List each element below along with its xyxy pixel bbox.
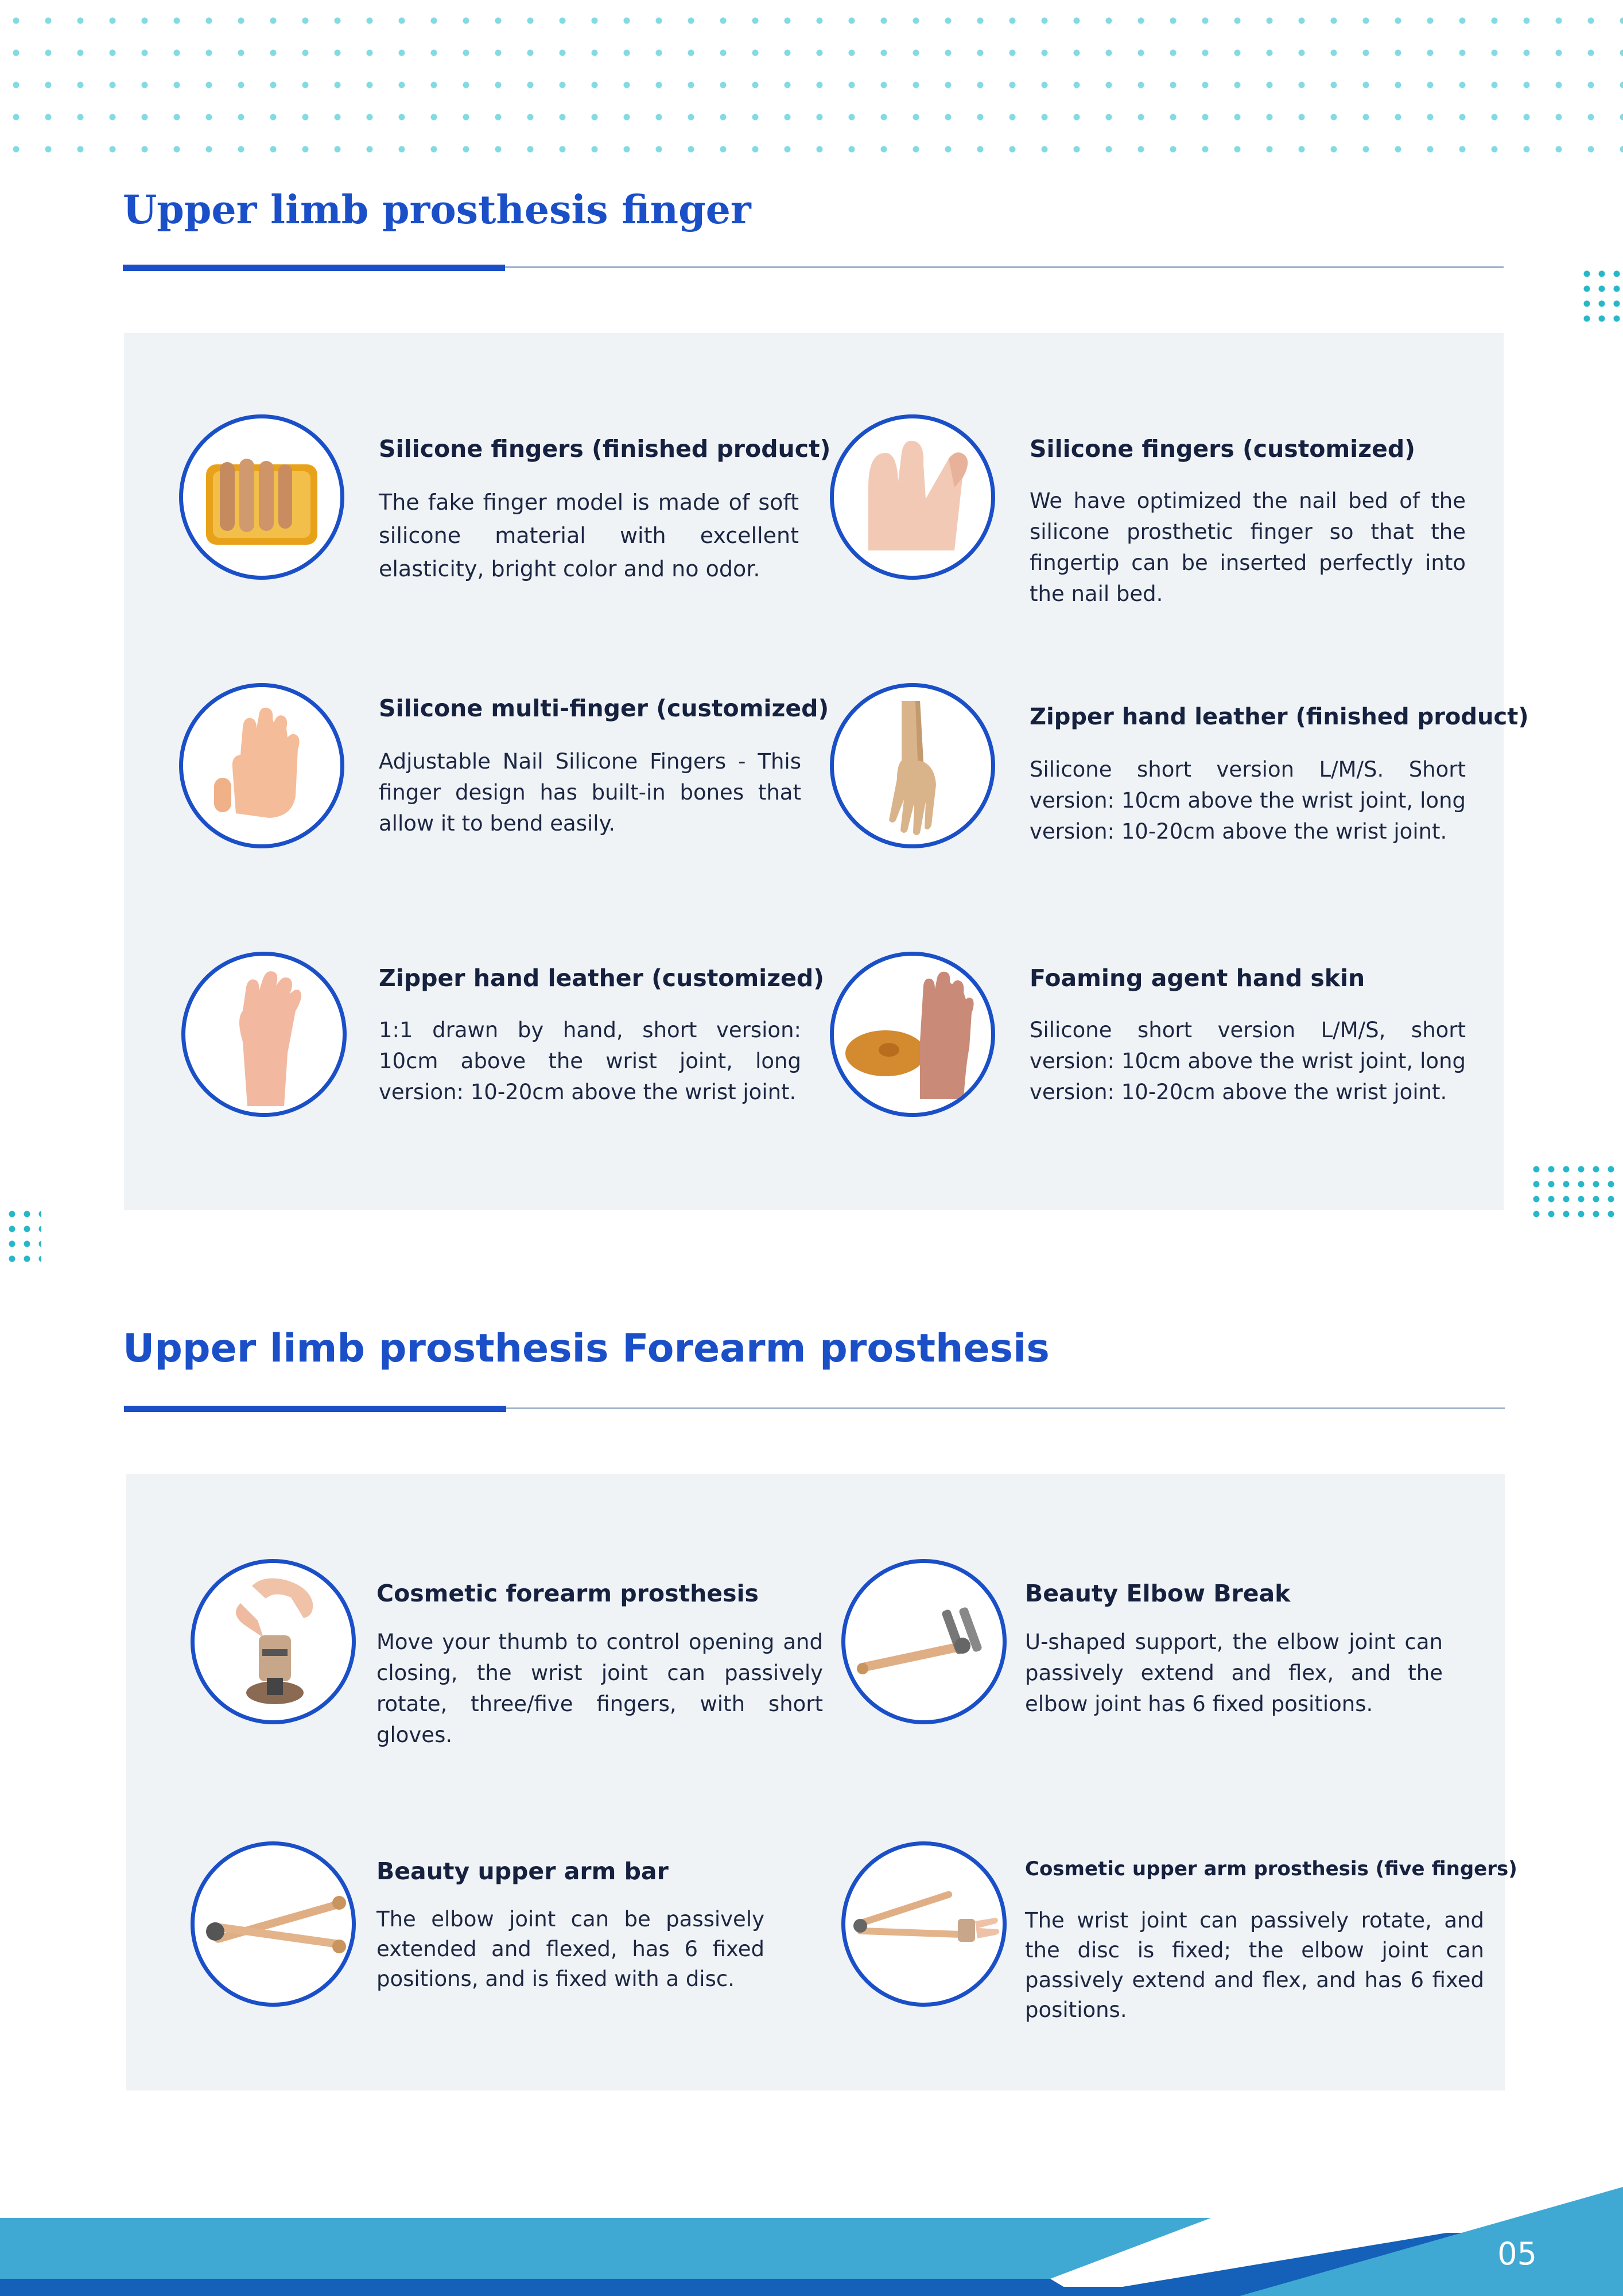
product-description: We have optimized the nail bed of the silicone prosthetic finger so that the fingertip can be inserted perfectly into the nail bed.	[1030, 488, 1466, 606]
product-image-cosmetic-forearm-prosthesis	[191, 1559, 356, 1724]
product-title: Zipper hand leather (finished product)	[1030, 704, 1529, 730]
product-title: Foaming agent hand skin	[1030, 964, 1365, 992]
product-panel-forearm	[126, 1474, 1517, 2091]
section-divider-accent	[123, 265, 505, 271]
product-image-beauty-elbow-break	[841, 1559, 1007, 1724]
product-title: Silicone fingers (customized)	[1030, 435, 1415, 463]
page-number: 05	[1497, 2236, 1537, 2272]
product-title: Beauty Elbow Break	[1025, 1580, 1291, 1607]
product-description: Adjustable Nail Silicone Fingers - This finger design has built-in bones that allow it to bend easily.	[379, 749, 801, 836]
footer-banner	[0, 2181, 1623, 2296]
product-description: Move your thumb to control opening and closing, the wrist joint can passively rotate, three/five fingers, with short gloves.	[376, 1630, 823, 1747]
product-description: The fake finger model is made of soft silicone material with excellent elasticity, bright color and no odor.	[379, 490, 799, 581]
product-panel-finger	[124, 333, 1529, 1210]
product-description: The wrist joint can passively rotate, and the disc is fixed; the elbow joint can passively extend and flex, and has 6 fixed positions.	[1025, 1908, 1484, 2022]
product-description: U-shaped support, the elbow joint can passively extend and flex, and the elbow joint has 6 fixed positions.	[1025, 1630, 1443, 1716]
product-image-foaming-agent-hand-skin	[830, 952, 995, 1117]
product-image-zipper-hand-leather-finished	[830, 683, 995, 848]
product-title: Silicone fingers (finished product)	[379, 435, 831, 463]
decorative-dots-left-middle	[5, 1207, 41, 1266]
product-image-silicone-fingers-finished	[179, 414, 344, 580]
product-title: Silicone multi-finger (customized)	[379, 695, 829, 722]
product-description: 1:1 drawn by hand, short version: 10cm above the wrist joint, long version: 10-20cm above the wrist joint.	[379, 1018, 801, 1104]
product-image-silicone-multi-finger	[179, 683, 344, 848]
product-image-cosmetic-upper-arm-prosthesis-five-fingers	[841, 1841, 1007, 2007]
product-title: Zipper hand leather (customized)	[379, 964, 824, 992]
decorative-dot-pattern-top	[0, 0, 1623, 166]
product-title: Cosmetic forearm prosthesis	[376, 1580, 759, 1607]
product-image-zipper-hand-leather-customized	[181, 952, 347, 1117]
product-description: The elbow joint can be passively extended and flexed, has 6 fixed positions, and is fixed with a disc.	[376, 1907, 764, 1991]
product-image-beauty-upper-arm-bar	[191, 1841, 356, 2007]
product-title: Cosmetic upper arm prosthesis (five fingers)	[1025, 1857, 1517, 1880]
decorative-dots-right-upper	[1579, 266, 1623, 326]
product-image-silicone-fingers-customized	[830, 414, 995, 580]
product-description: Silicone short version L/M/S. Short version: 10cm above the wrist joint, long version: 10-20cm above the wrist joint.	[1030, 757, 1466, 844]
product-title: Beauty upper arm bar	[376, 1857, 669, 1885]
footer-shapes	[0, 2181, 1623, 2296]
section-divider-accent	[124, 1406, 506, 1412]
section-title-finger: Upper limb prosthesis finger	[123, 187, 751, 233]
decorative-dots-right-middle	[1529, 1162, 1621, 1221]
product-description: Silicone short version L/M/S, short version: 10cm above the wrist joint, long version: 10-20cm above the wrist joint.	[1030, 1018, 1466, 1104]
section-title-forearm: Upper limb prosthesis Forearm prosthesis	[123, 1326, 1050, 1371]
